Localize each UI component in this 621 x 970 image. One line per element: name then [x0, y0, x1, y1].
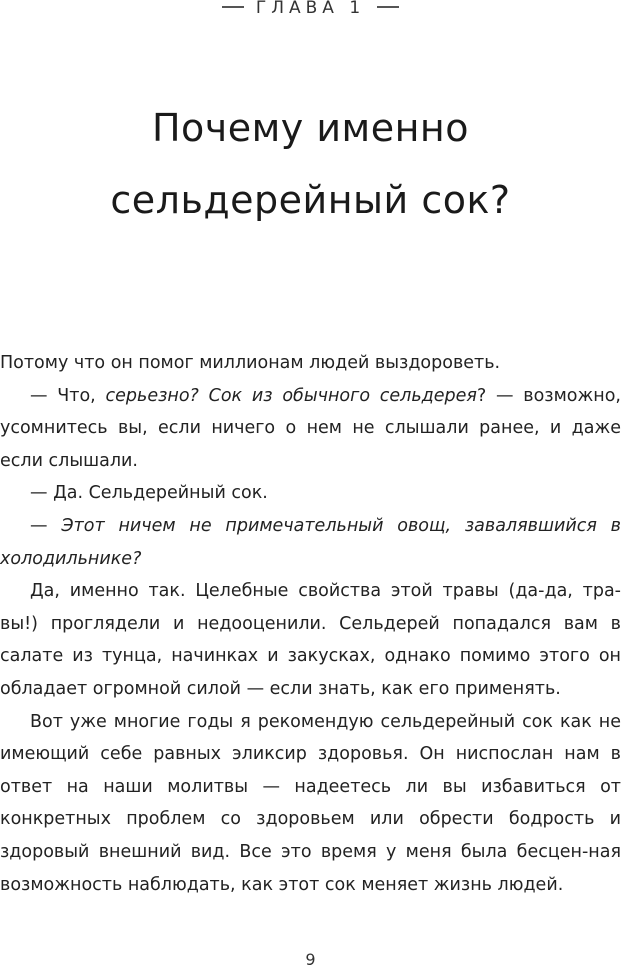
page-number: 9 — [305, 950, 316, 969]
chapter-title — [0, 92, 621, 236]
chapter-label — [0, 0, 621, 18]
paragraph-4-dash: — — [30, 515, 48, 536]
paragraph-2-italic: серьезно? Сок из обычного сельдерея — [105, 385, 477, 406]
paragraph-1: Потому что он помог миллионам людей выздороветь. — [0, 353, 501, 373]
chapter-title-line-2: сельдерейный сок? — [110, 178, 511, 223]
paragraph-2-dash: — Что, — [30, 385, 96, 406]
paragraph-2 — [0, 380, 621, 478]
paragraph-4 — [0, 510, 621, 575]
chapter-label-text: ГЛАВА 1 — [255, 0, 366, 18]
paragraph-5: Да, именно так. Целебные свойства этой травы (да-да, тра-вы!) проглядели и недооценили. Сельдерей попадался вам в салате из тунца, начинках и закусках, однако помимо этого он обладает огромной силой — если знать, как его применять. — [0, 581, 621, 699]
right-dash-divider — [377, 6, 399, 7]
paragraph-2-rest: ? — возможно, усомнитесь вы, если ничего о нем не слышали ранее, и даже если слышали. — [0, 385, 621, 471]
paragraph-4-italic: Этот ничем не примечательный овощ, завалявшийся в холодильнике? — [0, 515, 621, 569]
paragraph-6: Вот уже многие годы я рекомендую сельдерейный сок как не имеющий себе равных эликсир здоровья. Он ниспослан нам в ответ на наши молитвы — надеетесь ли вы избавиться от конкретных проблем со здоровьем или обрести бодрость и здоровый внешний вид. Все это время у меня была бесцен-ная возможность наблюдать, как этот сок меняет жизнь людей. — [0, 711, 621, 895]
paragraph-3: — Да. Сельдерейный сок. — [30, 483, 268, 504]
left-dash-divider — [222, 6, 244, 7]
body-text — [0, 347, 621, 901]
chapter-title-line-1: Почему именно — [151, 106, 470, 150]
